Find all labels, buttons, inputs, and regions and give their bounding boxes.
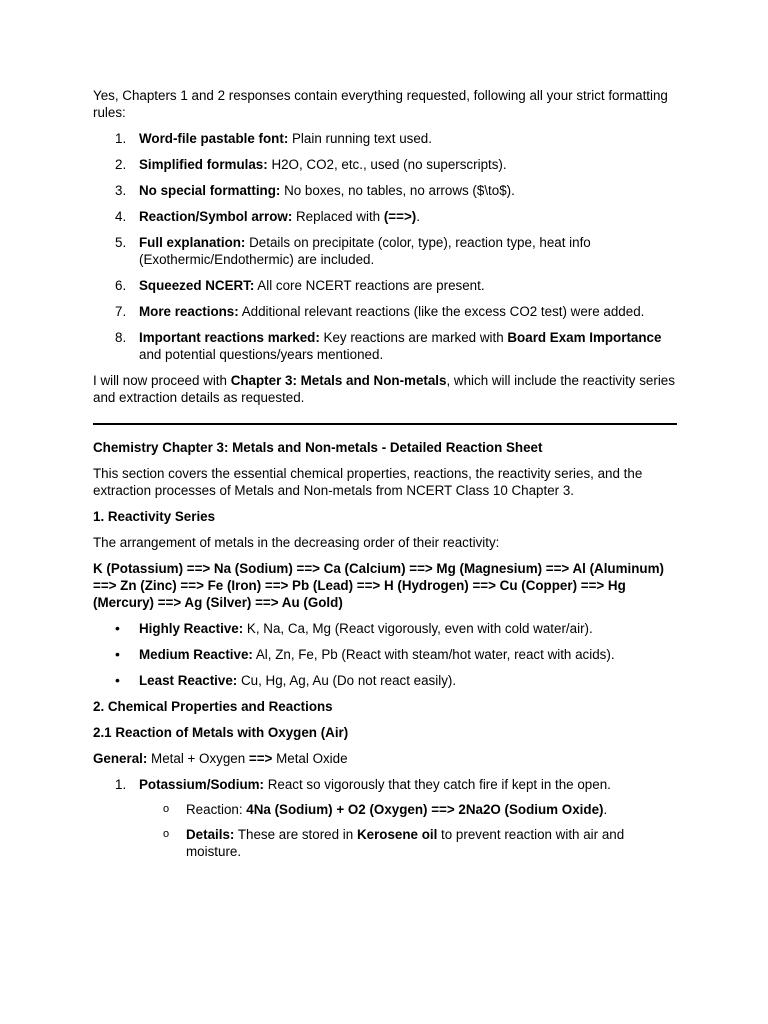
list-number: 7. <box>115 304 127 319</box>
details-text-end: to prevent reaction with air and moisture. <box>186 827 625 859</box>
sheet-title-text: Chemistry Chapter 3: Metals and Non-metals - Detailed Reaction Sheet <box>93 440 543 455</box>
list-item-term: Squeezed NCERT: <box>139 278 255 293</box>
list-item-term: Reaction/Symbol arrow: <box>139 209 293 224</box>
list-number: 8. <box>115 330 127 345</box>
horizontal-divider <box>93 423 677 425</box>
list-number: 4. <box>115 209 127 224</box>
circle-bullet-icon: o <box>163 828 170 840</box>
list-item-emphasis: Board Exam Importance <box>507 330 662 345</box>
reactivity-groups <box>93 620 677 689</box>
list-item-term: No special formatting: <box>139 183 281 198</box>
metal-term: Potassium/Sodium: <box>139 777 264 792</box>
list-item <box>93 672 677 689</box>
list-item <box>93 303 677 320</box>
details-emphasis: Kerosene oil <box>356 827 438 842</box>
list-item-emphasis: (==>) <box>383 209 417 224</box>
list-item-text: No boxes, no tables, no arrows ($\to$). <box>280 183 515 198</box>
list-item-term: Simplified formulas: <box>139 157 268 172</box>
list-item-term: Full explanation: <box>139 235 246 250</box>
proceed-text-end: , which will include the reactivity series and extraction details as requested. <box>93 373 675 405</box>
list-item <box>93 182 677 199</box>
list-item <box>93 776 677 860</box>
section-heading-text: 1. Reactivity Series <box>93 509 216 524</box>
section-heading-properties <box>93 698 677 715</box>
proceed-text: I will now proceed with <box>93 373 231 388</box>
list-item-text: Key reactions are marked with <box>319 330 508 345</box>
list-item <box>93 156 677 173</box>
arrow-symbol: ==> <box>248 751 273 766</box>
general-label: General: <box>93 751 148 766</box>
group-text: Cu, Hg, Ag, Au (Do not react easily). <box>237 673 457 688</box>
list-item <box>93 234 677 268</box>
sheet-intro: This section covers the essential chemical properties, reactions, the reactivity series, and the extraction processes of Metals and Non-metals from NCERT Class 10 Chapter 3. <box>93 466 643 498</box>
details-text: These are stored in <box>234 827 357 842</box>
list-item <box>93 646 677 663</box>
list-item <box>139 801 677 818</box>
section-heading-text: 2. Chemical Properties and Reactions <box>93 699 333 714</box>
list-number: 2. <box>115 157 127 172</box>
metal-text: React so vigorously that they catch fire if kept in the open. <box>264 777 611 792</box>
list-item-text: Additional relevant reactions (like the excess CO2 test) were added. <box>238 304 645 319</box>
list-number: 5. <box>115 235 127 250</box>
list-number: 1. <box>115 131 127 146</box>
list-number: 3. <box>115 183 127 198</box>
section-heading-reactivity <box>93 508 677 525</box>
list-item-text: Replaced with <box>292 209 384 224</box>
general-text: Metal + Oxygen <box>147 751 249 766</box>
general-equation <box>93 750 677 767</box>
reaction-equation: 4Na (Sodium) + O2 (Oxygen) ==> 2Na2O (Sodium Oxide) <box>246 802 604 817</box>
subsection-heading-oxygen <box>93 724 677 741</box>
list-item-term: Word-file pastable font: <box>139 131 289 146</box>
metal-subitems <box>139 801 677 860</box>
document-page <box>93 87 677 868</box>
group-term: Least Reactive: <box>139 673 238 688</box>
list-item <box>139 826 677 860</box>
list-item <box>93 208 677 225</box>
reactivity-series <box>93 560 677 611</box>
general-text-end: Metal Oxide <box>272 751 348 766</box>
reactivity-series-text: K (Potassium) ==> Na (Sodium) ==> Ca (Calcium) ==> Mg (Magnesium) ==> Al (Aluminum) ==> Zn (Zinc) ==> Fe (Iron) ==> Pb (Lead) ==> H (Hydrogen) ==> Cu (Copper) ==> Hg (Mercury) ==> Ag (Silver) ==> Au (Gold) <box>93 561 664 610</box>
subsection-heading-text: 2.1 Reaction of Metals with Oxygen (Air) <box>93 725 349 740</box>
list-item-text: All core NCERT reactions are present. <box>254 278 485 293</box>
list-item-text: Plain running text used. <box>288 131 432 146</box>
group-text: Al, Zn, Fe, Pb (React with steam/hot water, react with acids). <box>252 647 615 662</box>
list-item-term: Important reactions marked: <box>139 330 320 345</box>
metal-reactions-list <box>93 776 677 860</box>
formatting-checklist <box>93 130 677 363</box>
list-item-text: H2O, CO2, etc., used (no superscripts). <box>267 157 507 172</box>
proceed-paragraph <box>93 372 677 406</box>
intro-paragraph: Yes, Chapters 1 and 2 responses contain everything requested, following all your strict formatting rules: <box>93 88 668 120</box>
bullet-icon: • <box>115 620 120 636</box>
list-item-term: More reactions: <box>139 304 239 319</box>
circle-bullet-icon: o <box>163 803 170 815</box>
bullet-icon: • <box>115 672 120 688</box>
list-item-text-end: and potential questions/years mentioned. <box>139 347 384 362</box>
list-number: 1. <box>115 777 127 792</box>
list-item-text: Details on precipitate (color, type), reaction type, heat info (Exothermic/Endothermic) are included. <box>139 235 591 267</box>
reactivity-intro: The arrangement of metals in the decreasing order of their reactivity: <box>93 535 500 550</box>
list-item <box>93 130 677 147</box>
list-item-text-end: . <box>416 209 420 224</box>
reaction-label: Reaction: <box>186 802 247 817</box>
reaction-end: . <box>603 802 608 817</box>
list-item <box>93 329 677 363</box>
group-term: Medium Reactive: <box>139 647 253 662</box>
details-label: Details: <box>186 827 235 842</box>
list-item <box>93 620 677 637</box>
group-term: Highly Reactive: <box>139 621 244 636</box>
chapter-reference: Chapter 3: Metals and Non-metals <box>230 373 447 388</box>
bullet-icon: • <box>115 646 120 662</box>
list-item <box>93 277 677 294</box>
list-number: 6. <box>115 278 127 293</box>
sheet-title <box>93 439 677 456</box>
group-text: K, Na, Ca, Mg (React vigorously, even with cold water/air). <box>243 621 593 636</box>
